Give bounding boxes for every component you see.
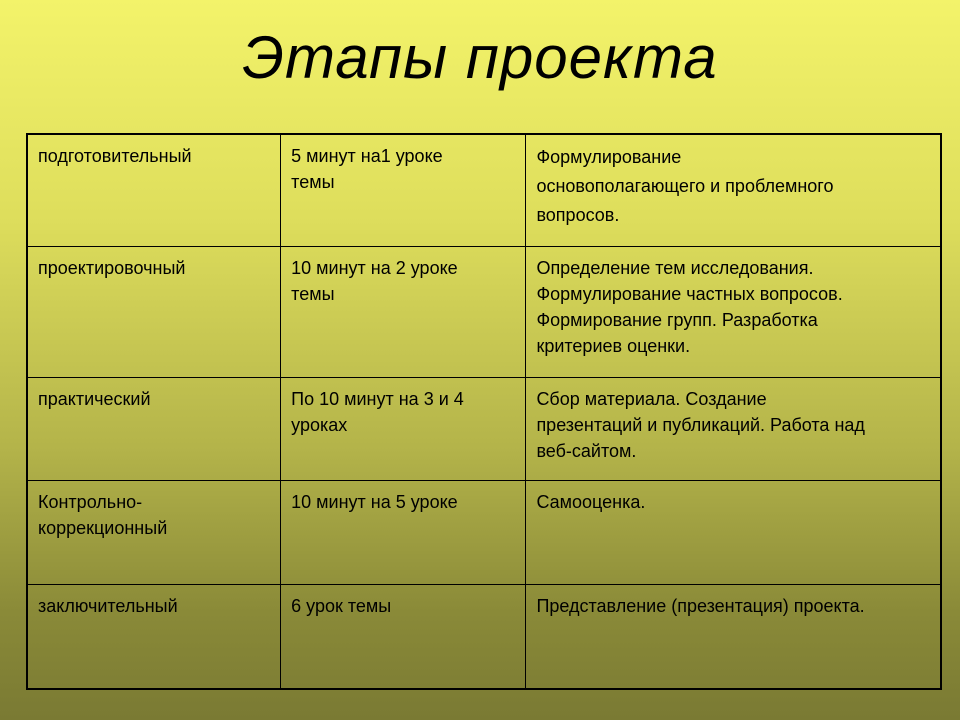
stage-time: 10 минут на 5 уроке <box>291 491 458 512</box>
time-cell <box>281 480 526 584</box>
stage-activity: Самооценка. <box>536 491 646 512</box>
project-stages-table <box>26 133 942 690</box>
stage-cell <box>27 134 281 246</box>
table-row <box>27 377 941 480</box>
stage-name: Контрольно- коррекционный <box>38 491 168 538</box>
activity-cell <box>526 584 941 689</box>
stage-cell <box>27 377 281 480</box>
stage-time: По 10 минут на 3 и 4 уроках <box>291 388 464 435</box>
stage-cell <box>27 480 281 584</box>
stage-name: проектировочный <box>38 257 186 278</box>
stage-cell <box>27 246 281 377</box>
stage-activity: Определение тем исследования. Формулирование частных вопросов. Формирование групп. Разработка критериев оценки. <box>536 257 843 356</box>
activity-cell <box>526 377 941 480</box>
table-row <box>27 480 941 584</box>
stage-time: 10 минут на 2 уроке темы <box>291 257 458 304</box>
stage-activity: Представление (презентация) проекта. <box>536 595 865 616</box>
time-cell <box>281 134 526 246</box>
table-row <box>27 584 941 689</box>
stage-name: подготовительный <box>38 146 192 166</box>
time-cell <box>281 246 526 377</box>
stage-time: 6 урок темы <box>291 595 392 616</box>
stage-activity: Сбор материала. Создание презентаций и публикаций. Работа над веб-сайтом. <box>536 388 865 461</box>
stage-time: 5 минут на1 уроке темы <box>291 146 443 192</box>
activity-cell <box>526 480 941 584</box>
activity-cell <box>526 246 941 377</box>
stage-cell <box>27 584 281 689</box>
time-cell <box>281 584 526 689</box>
stage-name: заключительный <box>38 595 178 616</box>
stage-activity: Формулирование основополагающего и проблемного вопросов. <box>536 147 834 225</box>
slide-title: Этапы проекта <box>242 24 718 91</box>
time-cell <box>281 377 526 480</box>
table-row <box>27 246 941 377</box>
activity-cell <box>526 134 941 246</box>
stage-name: практический <box>38 388 151 409</box>
table-row <box>27 134 941 246</box>
